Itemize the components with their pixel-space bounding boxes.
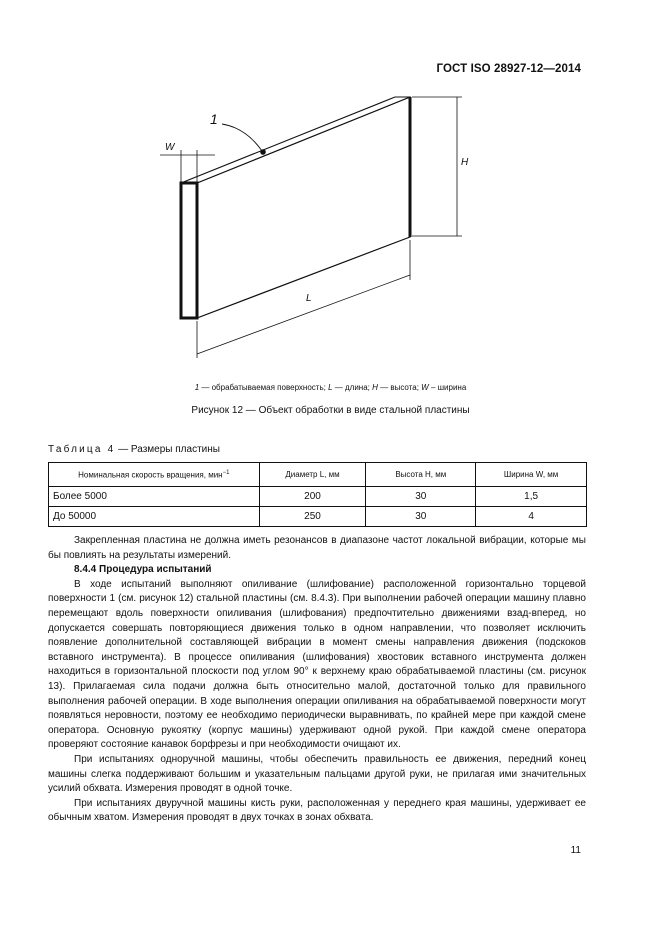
figure-legend: 1 — обрабатываемая поверхность; L — длина; H — высота; W – ширина — [194, 383, 467, 392]
paragraph: При испытаниях двуручной машины кисть руки, расположенная у переднего края машины, удерживает ее обычным хватом. Измерения проводят в двух точках в зонах обхвата. — [48, 797, 586, 824]
paragraph: При испытаниях одноручной машины, чтобы обеспечить правильность ее движения, передний конец машины слегка поддерживают большим и указательным пальцами другой руки, не прилагая ими значительных усилий обхвата. Измерения проводят в одной точке. — [48, 753, 586, 795]
dimensions-table — [48, 462, 587, 527]
table-title: Таблица 4 — Размеры пластины — [48, 444, 220, 455]
cell-diameter: 250 — [259, 507, 366, 527]
plate-front-face — [197, 97, 410, 318]
callout-number: 1 — [210, 111, 218, 127]
section-heading: 8.4.4 Процедура испытаний — [74, 564, 212, 576]
header-height: Высота H, мм — [366, 463, 476, 487]
w-label: W — [165, 142, 175, 153]
table-row — [49, 507, 587, 527]
cell-height: 30 — [366, 487, 476, 507]
table-row — [49, 487, 587, 507]
cell-width: 4 — [476, 507, 587, 527]
cell-height: 30 — [366, 507, 476, 527]
cell-speed: До 50000 — [49, 507, 260, 527]
l-label: L — [306, 293, 312, 304]
plate-drawing — [0, 0, 661, 380]
header-diameter: Диаметр L, мм — [259, 463, 366, 487]
cell-width: 1,5 — [476, 487, 587, 507]
page-number: 11 — [570, 845, 581, 856]
paragraph: В ходе испытаний выполняют опиливание (шлифование) расположенной горизонтально торцевой поверхности 1 (см. рисунок 12) стальной пластины (см. 8.4.3). При выполнении рабочей операции машину плавно перемещают вдоль поверхности опиливания (шлифования) предпочтительно движениями взад-вперед, но допускается совершать повторяющиеся движения только в одном направлении, что позволяет исключить появление дополнительной составляющей вибрации в момент смены направления движения (подскоков вставного инструмента). В процессе опиливания (шлифования) хвостовик вставного инструмента должен находиться в горизонтальной плоскости под углом 90° к верхнему краю обрабатываемой пластины (см. рисунок 13). Прилагаемая сила подачи должна быть относительно малой, достаточной только для правильного выполнения рабочей операции. В ходе выполнения операции опиливания на обрабатываемой поверхности могут появляться неровности, поэтому ее необходимо периодически выравнивать, по крайней мере при каждой смене оператора. Основную рукоятку (корпус машины) удерживают одной рукой. При каждой смене оператора проверяют состояние канавок борфрезы и при необходимости очищают их. — [48, 578, 586, 751]
header-width: Ширина W, мм — [476, 463, 587, 487]
paragraph: Закрепленная пластина не должна иметь резонансов в диапазоне частот локальной вибрации, которые мы бы повлиять на результаты измерений. — [48, 535, 586, 561]
cell-speed: Более 5000 — [49, 487, 260, 507]
callout-point — [260, 149, 266, 155]
callout-leader — [222, 124, 262, 151]
body-text — [48, 534, 586, 826]
h-label: H — [461, 157, 469, 168]
table-header-row — [49, 463, 587, 487]
figure-caption: Рисунок 12 — Объект обработки в виде стальной пластины — [191, 405, 470, 416]
cell-diameter: 200 — [259, 487, 366, 507]
standard-header: ГОСТ ISO 28927-12—2014 — [436, 63, 581, 75]
plate-end-face — [181, 183, 197, 318]
header-speed: Номинальная скорость вращения, мин$^{-1}$ — [49, 463, 260, 487]
